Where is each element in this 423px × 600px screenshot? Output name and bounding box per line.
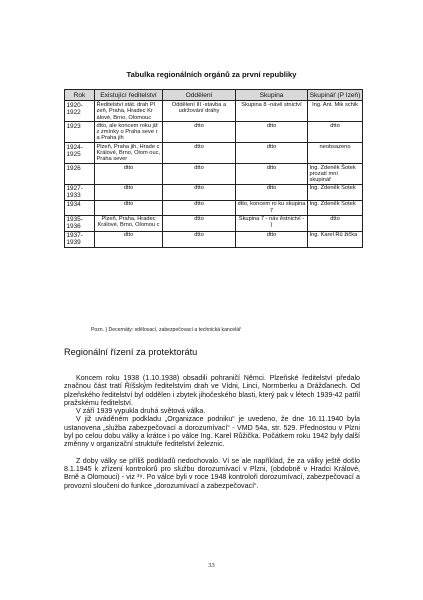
table-cell: 1926 [65, 164, 95, 185]
table-cell: Skupina 7 - náv ěstnictví - ) [236, 215, 308, 231]
table-cell: dtto [308, 122, 363, 143]
page-number: 33 [208, 562, 215, 569]
header-cell-group-leader: Skupinář (P Izeň) [308, 90, 363, 101]
table-cell: Plzeň, Praha, Hradec Králové, Brno, Olomou c [95, 215, 163, 231]
table-cell: dtto, ale koncem roku již z zmínky o Praha seve r a Praha jih [95, 122, 163, 143]
paragraph: Koncem roku 1938 (1.10.1938) obsadili pohraničí Němci. Plzeňské ředitelství předalo značnou část tratí Říšským ředitelstvím drah ve Vídni, Linci, Normberku a Drážďanech. Od plzeňského ředitelství byl oddělen i zbytek jihočeského blasti, který pak v létech 1939-42 patřil pražskému ředitelství. [64, 374, 360, 407]
header-cell-year: Rok [65, 90, 95, 101]
table-cell: dtto [236, 231, 308, 247]
table-cell: dtto [163, 215, 236, 231]
table-row [65, 143, 363, 164]
table-cell: dtto [163, 231, 236, 247]
table-row [65, 122, 363, 143]
table-cell: dtto [95, 164, 163, 185]
table-cell: neobsazeno [308, 143, 363, 164]
table-header-row [65, 90, 363, 101]
table-cell: dtto [236, 122, 308, 143]
table-cell: Oddělení III -stavba a udržování dráhy [163, 101, 236, 122]
table-row [65, 200, 363, 215]
table-cell: dtto [236, 184, 308, 200]
table-cell: dtto, koncem ro ku skupina 7 [236, 200, 308, 215]
table-cell: dtto [236, 143, 308, 164]
table-cell: dtto [163, 184, 236, 200]
table-row [65, 164, 363, 185]
table-footnote: Pozn. ) Decernáty: sdělovací, zabezpečovací a technická kancelář [91, 327, 241, 333]
table-cell: 1937-1939 [65, 231, 95, 247]
table-cell: Ing. Zdeněk Šotek [308, 184, 363, 200]
table-row [65, 231, 363, 247]
table-row [65, 215, 363, 231]
table-cell: 1935-1936 [65, 215, 95, 231]
table-cell: Plzeň, Praha jih, Hrade c Králové, Brno, Olom ouc, Praha sever [95, 143, 163, 164]
header-cell-group: Skupina [236, 90, 308, 101]
table-cell: Ing. Zdeněk Šotek [308, 200, 363, 215]
table-cell: dtto [95, 184, 163, 200]
section-body [64, 374, 360, 490]
table-title: Tabulka regionálních orgánů za první republiky [126, 70, 297, 79]
regional-organs-table [64, 89, 363, 248]
table-row [65, 101, 363, 122]
table-cell: Ing. Ant. Mik schik [308, 101, 363, 122]
table-cell: dtto [236, 164, 308, 185]
paragraph: V září 1939 vypukla druhá světová válka. [76, 407, 206, 416]
table-cell: Ing. Zdeněk Šotek prozatí mní skupinář [308, 164, 363, 185]
table-cell: dtto [163, 143, 236, 164]
table-cell: 1923 [65, 122, 95, 143]
table-cell: 1934 [65, 200, 95, 215]
header-cell-department: Oddělení [163, 90, 236, 101]
table-cell: Ing. Karel Rů žička [308, 231, 363, 247]
paragraph: V již uváděném podkladu „Organizace podniku“ je uvedeno, že dne 16.11.1940 byla ustanovena „služba zabezpečovací a dorozumívací“ - VMD 54a, str. 529. Přednostou v Plzni byl po celou dobu války a krátce i po válce Ing. Karel Růžička. Počátkem roku 1942 byly další změnny v organizační struktuře ředitelství železnic. [64, 415, 360, 449]
table-cell: Ředitelství stát. drah Pl zeň, Praha, Hradec Kr álové, Brno, Olomouc [95, 101, 163, 122]
section-heading: Regionální řízení za protektorátu [64, 347, 198, 357]
table-cell: 1927-1933 [65, 184, 95, 200]
table-cell: dtto [95, 200, 163, 215]
table-cell: dtto [163, 200, 236, 215]
table-cell: 1920-1922 [65, 101, 95, 122]
table-cell: dtto [163, 122, 236, 143]
table-cell: dtto [95, 231, 163, 247]
table-row [65, 184, 363, 200]
paragraph: Z doby války se příliš podkladů nedochovalo. Ví se ale například, že za války ještě došlo 8.1.1945 k zřízení kontrolorů pro službu dorozumívací v Plzni, (obdobně v Hradci Králové, Brně a Olomouci) - viz ³⁹. Po válce byli v roce 1948 kontroloři dorozumívací, zabezpečovací a provozní sloučeni do funkce „dorozumívací a zabezpečovací“. [64, 456, 360, 490]
table-cell: 1924-1925 [65, 143, 95, 164]
table-cell: dtto [163, 164, 236, 185]
table-cell: Skupina 8 -návě stnictví [236, 101, 308, 122]
table-cell: dtto [308, 215, 363, 231]
header-cell-directorate: Existující ředitelství [95, 90, 163, 101]
